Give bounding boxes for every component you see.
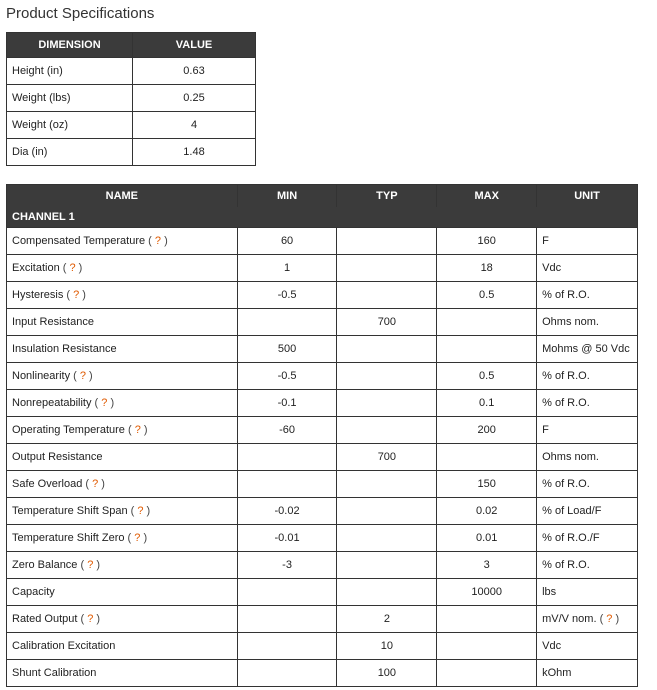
spec-unit: % of R.O. (542, 370, 590, 382)
spec-unit-cell (537, 336, 638, 363)
spec-typ: 700 (337, 309, 437, 336)
spec-unit: F (542, 235, 549, 247)
table-row (7, 471, 638, 498)
unit-header: UNIT (537, 185, 638, 208)
spec-min (237, 579, 337, 606)
spec-name-cell (7, 417, 238, 444)
help-icon[interactable]: ? (69, 262, 76, 274)
spec-max: 0.02 (437, 498, 537, 525)
spec-min (237, 633, 337, 660)
table-row (7, 633, 638, 660)
spec-unit: lbs (542, 586, 557, 598)
dimension-value: 1.48 (133, 139, 256, 166)
help-tooltip-trigger[interactable]: ( ? ) (59, 262, 83, 274)
spec-unit: % of R.O. (542, 397, 590, 409)
spec-max: 18 (437, 255, 537, 282)
help-tooltip-trigger[interactable]: ( ? ) (596, 613, 620, 625)
spec-min: -60 (237, 417, 337, 444)
page-title: Product Specifications (6, 5, 155, 22)
spec-unit-cell (537, 525, 638, 552)
help-icon[interactable]: ? (73, 289, 80, 301)
spec-min: -3 (237, 552, 337, 579)
spec-unit-cell (537, 606, 638, 633)
spec-name-cell (7, 228, 238, 255)
spec-min: -0.5 (237, 282, 337, 309)
spec-typ (337, 498, 437, 525)
help-tooltip-trigger[interactable]: ( ? ) (77, 559, 101, 571)
dimension-table (6, 32, 256, 166)
spec-unit: Mohms @ 50 Vdc (542, 343, 630, 355)
table-row (7, 444, 638, 471)
spec-name: Rated Output (12, 613, 78, 625)
dimension-name: Height (in) (7, 58, 133, 85)
spec-min: -0.1 (237, 390, 337, 417)
spec-name: Nonrepeatability (12, 397, 92, 409)
dimension-value: 4 (133, 112, 256, 139)
help-tooltip-trigger[interactable]: ( ? ) (70, 370, 93, 382)
max-header: MAX (437, 185, 537, 208)
spec-name-cell (7, 471, 238, 498)
spec-unit: % of Load/F (542, 505, 602, 517)
table-row (7, 417, 638, 444)
spec-name: Operating Temperature (12, 424, 125, 436)
spec-name: Capacity (12, 586, 55, 598)
spec-unit: Ohms nom. (542, 316, 599, 328)
spec-max: 0.01 (437, 525, 537, 552)
spec-name: Hysteresis (12, 289, 64, 301)
help-icon[interactable]: ? (101, 397, 108, 409)
table-row (7, 363, 638, 390)
table-row (7, 525, 638, 552)
spec-min: -0.02 (237, 498, 337, 525)
spec-min: 500 (237, 336, 337, 363)
table-row (7, 552, 638, 579)
help-icon[interactable]: ? (92, 478, 99, 490)
spec-name-cell (7, 633, 238, 660)
spec-min (237, 309, 337, 336)
table-row (7, 498, 638, 525)
dimension-name: Weight (oz) (7, 112, 133, 139)
spec-unit: Vdc (542, 262, 562, 274)
min-header: MIN (237, 185, 337, 208)
spec-unit-cell (537, 579, 638, 606)
spec-name-cell (7, 336, 238, 363)
spec-min: 60 (237, 228, 337, 255)
help-icon[interactable]: ? (137, 505, 144, 517)
spec-unit-cell (537, 390, 638, 417)
spec-unit-cell (537, 228, 638, 255)
spec-typ (337, 525, 437, 552)
spec-unit: % of R.O. (542, 478, 590, 490)
spec-unit-cell (537, 309, 638, 336)
spec-min (237, 444, 337, 471)
spec-typ: 2 (337, 606, 437, 633)
spec-typ: 100 (337, 660, 437, 687)
spec-max: 0.5 (437, 282, 537, 309)
spec-typ (337, 390, 437, 417)
dimension-header-row (7, 33, 256, 58)
value-header: VALUE (133, 33, 256, 58)
dimension-header: DIMENSION (7, 33, 133, 58)
spec-unit: Vdc (542, 640, 562, 652)
spec-unit-cell (537, 660, 638, 687)
spec-typ: 700 (337, 444, 437, 471)
spec-unit: Ohms nom. (542, 451, 599, 463)
typ-header: TYP (337, 185, 437, 208)
spec-name: Temperature Shift Zero (12, 532, 125, 544)
spec-max: 0.1 (437, 390, 537, 417)
help-icon[interactable]: ? (87, 559, 94, 571)
spec-typ (337, 417, 437, 444)
help-icon[interactable]: ? (79, 370, 86, 382)
spec-name: Safe Overload (12, 478, 83, 490)
spec-typ (337, 471, 437, 498)
dimension-value: 0.25 (133, 85, 256, 112)
table-row (7, 112, 256, 139)
spec-table (6, 184, 638, 687)
spec-min: -0.5 (237, 363, 337, 390)
spec-typ (337, 228, 437, 255)
help-icon[interactable]: ? (154, 235, 162, 247)
spec-name: Insulation Resistance (12, 343, 117, 355)
table-row (7, 282, 638, 309)
help-tooltip-trigger[interactable]: ( ? ) (91, 397, 115, 409)
table-row (7, 309, 638, 336)
spec-min (237, 660, 337, 687)
table-row (7, 579, 638, 606)
spec-max: 10000 (437, 579, 537, 606)
spec-name-cell (7, 390, 238, 417)
spec-max: 200 (437, 417, 537, 444)
channel-row (7, 207, 638, 228)
spec-name-cell (7, 282, 238, 309)
spec-max (437, 444, 537, 471)
spec-name: Zero Balance (12, 559, 78, 571)
help-tooltip-trigger[interactable]: ( ? ) (82, 478, 105, 490)
spec-unit-cell (537, 498, 638, 525)
spec-name: Calibration Excitation (12, 640, 116, 652)
spec-name-cell (7, 552, 238, 579)
help-tooltip-trigger[interactable]: ( ? ) (124, 424, 148, 436)
spec-unit-cell (537, 255, 638, 282)
spec-min (237, 606, 337, 633)
spec-max (437, 633, 537, 660)
spec-name: Excitation (12, 262, 60, 274)
spec-max: 0.5 (437, 363, 537, 390)
help-tooltip-trigger[interactable]: ( ? ) (127, 505, 151, 517)
table-row (7, 390, 638, 417)
spec-unit: F (542, 424, 549, 436)
table-row (7, 139, 256, 166)
spec-unit-cell (537, 471, 638, 498)
spec-typ (337, 336, 437, 363)
table-row (7, 58, 256, 85)
help-tooltip-trigger[interactable]: ( ? ) (77, 613, 101, 625)
spec-name-cell (7, 444, 238, 471)
help-tooltip-trigger[interactable]: ( ? ) (124, 532, 148, 544)
spec-unit: kOhm (542, 667, 572, 679)
spec-max (437, 336, 537, 363)
spec-typ (337, 579, 437, 606)
spec-min (237, 471, 337, 498)
help-icon[interactable]: ? (87, 613, 94, 625)
spec-name: Shunt Calibration (12, 667, 97, 679)
spec-unit: % of R.O. (542, 559, 590, 571)
spec-unit: % of R.O. (542, 289, 590, 301)
dimension-value: 0.63 (133, 58, 256, 85)
help-tooltip-trigger[interactable]: ( ? ) (63, 289, 86, 301)
spec-typ (337, 363, 437, 390)
spec-max: 160 (437, 228, 537, 255)
spec-max: 150 (437, 471, 537, 498)
spec-unit-cell (537, 552, 638, 579)
spec-typ (337, 552, 437, 579)
table-row (7, 606, 638, 633)
spec-name-cell (7, 606, 238, 633)
spec-max: 3 (437, 552, 537, 579)
spec-unit-cell (537, 282, 638, 309)
spec-unit: % of R.O./F (542, 532, 600, 544)
table-row (7, 228, 638, 255)
spec-name-cell (7, 498, 238, 525)
spec-name: Temperature Shift Span (12, 505, 128, 517)
help-tooltip-trigger[interactable]: ( ? ) (145, 235, 168, 247)
spec-name: Nonlinearity (12, 370, 71, 382)
table-row (7, 336, 638, 363)
spec-max (437, 309, 537, 336)
help-icon[interactable]: ? (134, 532, 141, 544)
spec-name-cell (7, 660, 238, 687)
channel-label: CHANNEL 1 (7, 207, 638, 228)
spec-max (437, 606, 537, 633)
name-header: NAME (7, 185, 238, 208)
spec-unit-cell (537, 444, 638, 471)
help-icon[interactable]: ? (134, 424, 141, 436)
spec-name: Compensated Temperature (12, 235, 146, 247)
spec-max (437, 660, 537, 687)
spec-typ (337, 282, 437, 309)
spec-min: -0.01 (237, 525, 337, 552)
spec-name-cell (7, 309, 238, 336)
spec-name-cell (7, 255, 238, 282)
spec-name-cell (7, 363, 238, 390)
spec-name: Input Resistance (12, 316, 94, 328)
spec-name-cell (7, 579, 238, 606)
spec-min: 1 (237, 255, 337, 282)
dimension-name: Dia (in) (7, 139, 133, 166)
help-icon[interactable]: ? (606, 613, 613, 625)
table-row (7, 660, 638, 687)
spec-typ: 10 (337, 633, 437, 660)
table-row (7, 255, 638, 282)
spec-name-cell (7, 525, 238, 552)
spec-unit: mV/V nom. (542, 613, 597, 625)
spec-unit-cell (537, 363, 638, 390)
table-row (7, 85, 256, 112)
spec-unit-cell (537, 633, 638, 660)
spec-typ (337, 255, 437, 282)
dimension-name: Weight (lbs) (7, 85, 133, 112)
spec-unit-cell (537, 417, 638, 444)
spec-header-row (7, 185, 638, 208)
spec-name: Output Resistance (12, 451, 103, 463)
